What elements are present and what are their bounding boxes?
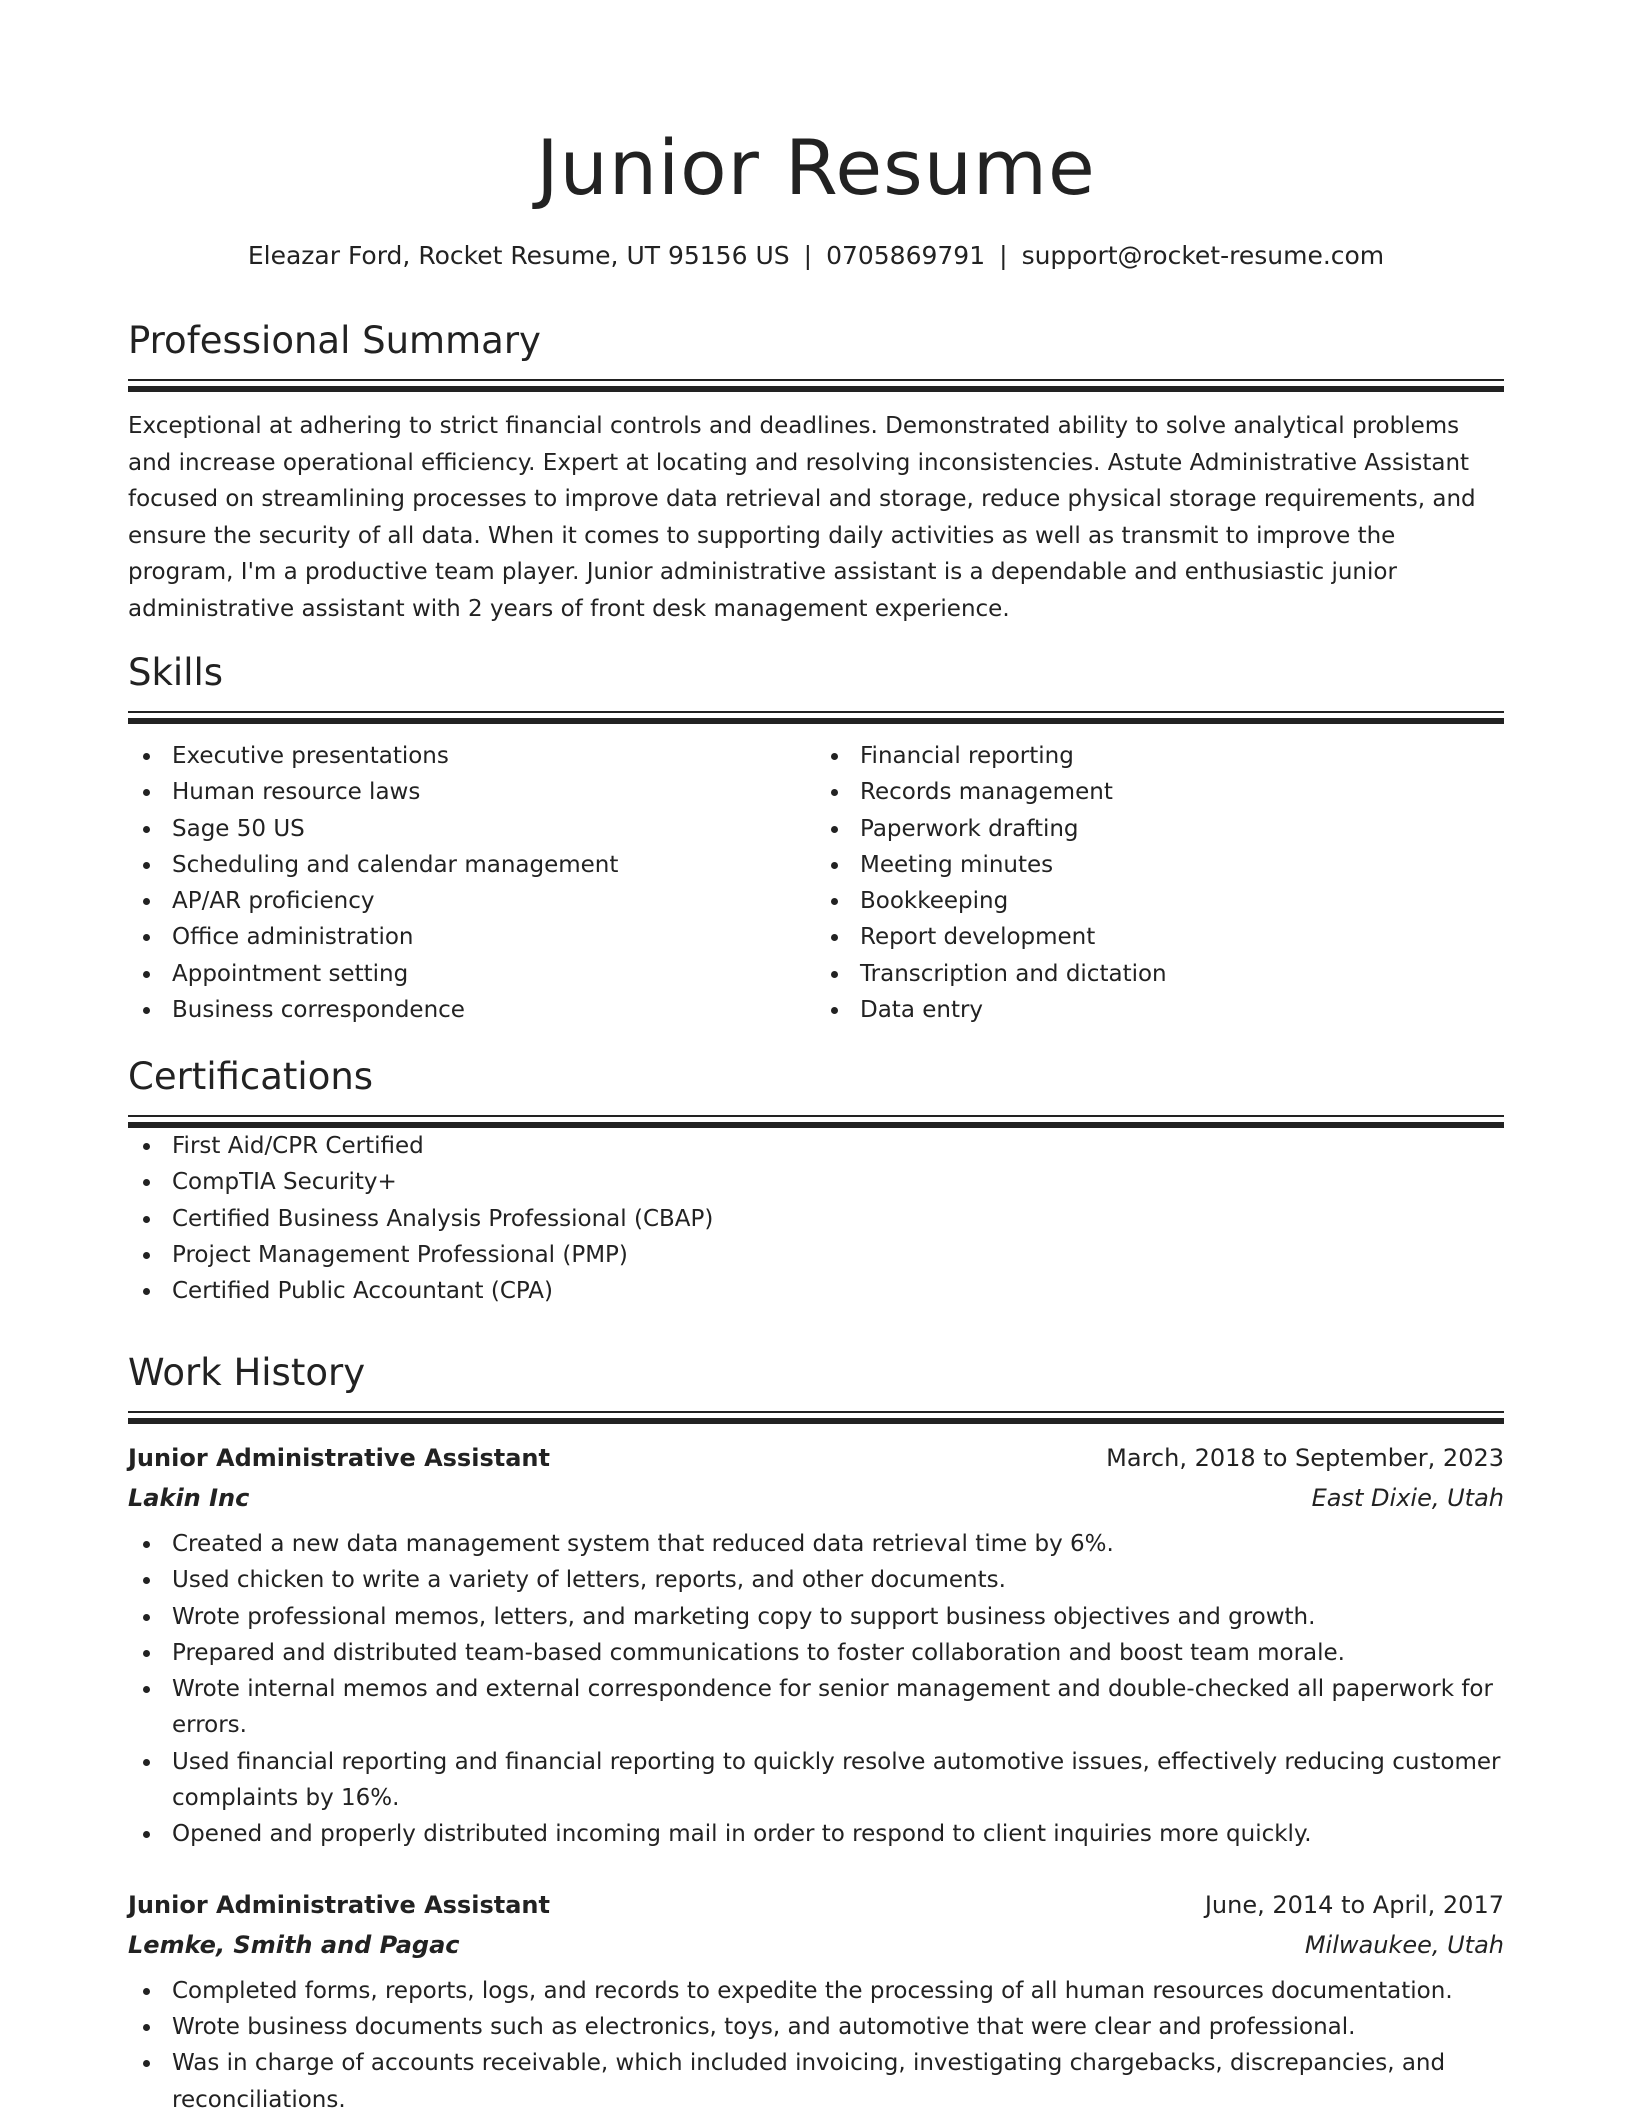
skill-item: Appointment setting (172, 956, 816, 992)
skill-item: Sage 50 US (172, 811, 816, 847)
skill-item: Transcription and dictation (860, 956, 1504, 992)
job-company: Lemke, Smith and Pagac (128, 1930, 460, 1959)
skill-item: Executive presentations (172, 738, 816, 774)
job-dates: March, 2018 to September, 2023 (1106, 1444, 1504, 1472)
job-company-row (128, 1478, 1504, 1518)
skill-item: Financial reporting (860, 738, 1504, 774)
section-rule-thin (128, 379, 1504, 381)
job-title: Junior Administrative Assistant (128, 1890, 550, 1919)
resume-title: Junior Resume (536, 123, 1096, 212)
skills-section (128, 648, 1504, 1028)
job-header-row (128, 1438, 1504, 1478)
skills-grid (128, 738, 1504, 1028)
job-entry (128, 1885, 1504, 2112)
summary-section (128, 316, 1504, 627)
certifications-list (128, 1128, 1504, 1309)
contact-line (128, 238, 1504, 274)
certification-item: Certified Public Accountant (CPA) (172, 1273, 1504, 1309)
job-bullet: Wrote internal memos and external correspondence for senior management and double-checked all paperwork for errors. (172, 1671, 1504, 1744)
work-history-section (128, 1348, 1504, 2112)
section-rule-thick (128, 1418, 1504, 1424)
summary-text: Exceptional at adhering to strict financial controls and deadlines. Demonstrated ability to solve analytical problems and increase operational efficiency. Expert at locating and resolving inconsistencies. Astute Administrative Assistant focused on streamlining processes to improve data retrieval and storage, reduce physical storage requirements, and ensure the security of all data. When it comes to supporting daily activities as well as transmit to improve the program, I'm a productive team player. Junior administrative assistant is a dependable and enthusiastic junior administrative assistant with 2 years of front desk management experience. (128, 413, 1476, 622)
job-bullets (128, 1526, 1504, 1853)
skill-item: AP/AR proficiency (172, 883, 816, 919)
certification-item: Project Management Professional (PMP) (172, 1237, 1504, 1273)
job-title: Junior Administrative Assistant (128, 1444, 550, 1472)
skill-item: Report development (860, 919, 1504, 955)
job-bullet: Prepared and distributed team-based communications to foster collaboration and boost team morale. (172, 1635, 1504, 1671)
contact-address: Eleazar Ford, Rocket Resume, UT 95156 US (247, 241, 790, 270)
job-bullets (128, 1973, 1504, 2112)
section-heading-work-history: Work History (128, 1351, 366, 1394)
section-rule-thick (128, 718, 1504, 724)
skill-item: Meeting minutes (860, 847, 1504, 883)
job-bullet: Opened and properly distributed incoming mail in order to respond to client inquiries more quickly. (172, 1816, 1504, 1852)
skills-list-left (128, 738, 816, 1028)
section-rule-thick (128, 386, 1504, 392)
certification-item: CompTIA Security+ (172, 1164, 1504, 1200)
skill-item: Bookkeeping (860, 883, 1504, 919)
job-bullet: Used financial reporting and financial reporting to quickly resolve automotive issues, effectively reducing customer complaints by 16%. (172, 1744, 1504, 1817)
contact-separator: | (999, 241, 1008, 270)
section-rule-thin (128, 1115, 1504, 1117)
skill-item: Scheduling and calendar management (172, 847, 816, 883)
job-bullet: Created a new data management system that reduced data retrieval time by 6%. (172, 1526, 1504, 1562)
contact-email: support@rocket-resume.com (1021, 241, 1385, 270)
job-location: East Dixie, Utah (1311, 1484, 1504, 1512)
section-heading-certifications: Certifications (128, 1055, 374, 1098)
job-bullet: Used chicken to write a variety of letters, reports, and other documents. (172, 1562, 1504, 1598)
job-bullet: Completed forms, reports, logs, and records to expedite the processing of all human resources documentation. (172, 1973, 1504, 2009)
skill-item: Paperwork drafting (860, 811, 1504, 847)
skill-item: Data entry (860, 992, 1504, 1028)
section-rule-thin (128, 711, 1504, 713)
job-location: Milwaukee, Utah (1304, 1930, 1504, 1959)
contact-separator: | (803, 241, 813, 270)
section-heading-skills: Skills (128, 651, 224, 694)
certifications-section (128, 1052, 1504, 1309)
certification-item: Certified Business Analysis Professional (CBAP) (172, 1201, 1504, 1237)
skill-item: Office administration (172, 919, 816, 955)
job-dates: June, 2014 to April, 2017 (1204, 1890, 1504, 1919)
contact-phone: 0705869791 (826, 241, 986, 270)
job-company-row (128, 1925, 1504, 1965)
skill-item: Human resource laws (172, 774, 816, 810)
job-bullet: Wrote professional memos, letters, and marketing copy to support business objectives and growth. (172, 1599, 1504, 1635)
skills-list-right (816, 738, 1504, 1028)
job-header-row (128, 1885, 1504, 1925)
skill-item: Business correspondence (172, 992, 816, 1028)
section-heading-summary: Professional Summary (128, 319, 541, 362)
job-bullet: Was in charge of accounts receivable, which included invoicing, investigating chargebacks, discrepancies, and reconciliations. (172, 2045, 1504, 2112)
job-company: Lakin Inc (128, 1484, 250, 1512)
certification-item: First Aid/CPR Certified (172, 1128, 1504, 1164)
skill-item: Records management (860, 774, 1504, 810)
section-rule-thin (128, 1411, 1504, 1413)
job-entry (128, 1438, 1504, 1853)
job-bullet: Wrote business documents such as electronics, toys, and automotive that were clear and professional. (172, 2009, 1504, 2045)
